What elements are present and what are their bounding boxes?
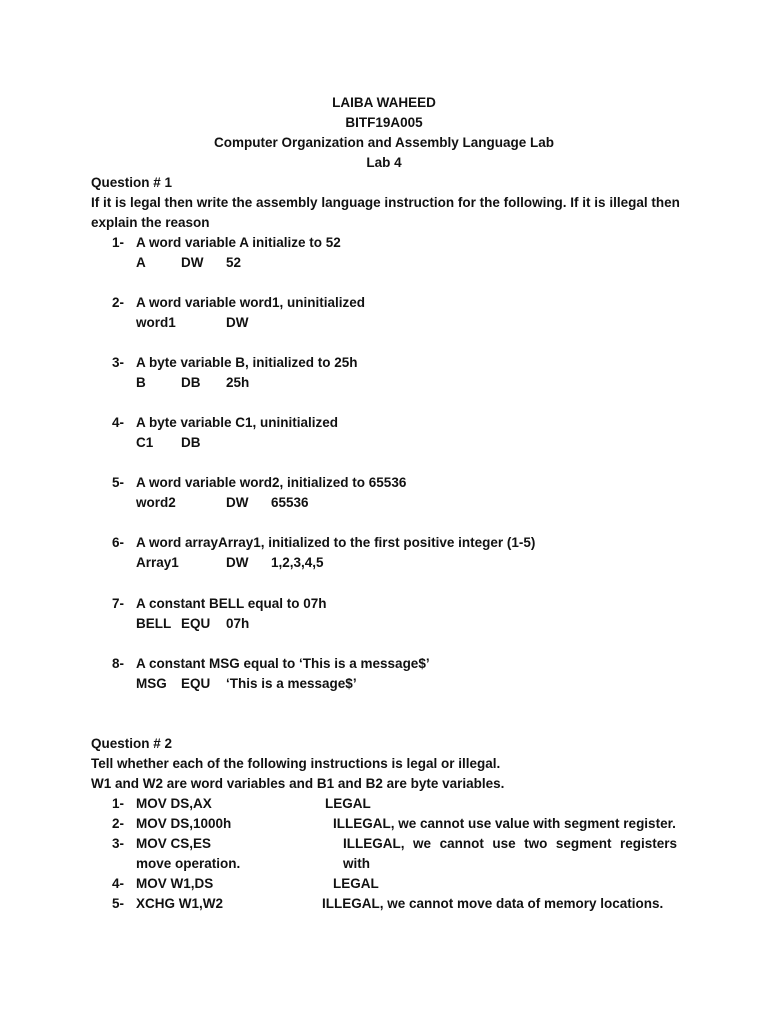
- q1-code-label: word2: [136, 495, 176, 510]
- course-title: Computer Organization and Assembly Language Lab: [213, 135, 555, 150]
- q1-code-value: 52: [226, 255, 242, 270]
- q1-code-directive: DB: [181, 375, 201, 390]
- q1-code-label: BELL: [136, 616, 172, 631]
- q1-code-value: 1,2,3,4,5: [271, 555, 324, 570]
- q2-item-number: 1-: [112, 796, 125, 811]
- q1-item-number: 6-: [112, 535, 125, 550]
- q2-answer-continuation: move operation.: [136, 856, 241, 871]
- q1-item-text: A word variable A initialize to 52: [136, 235, 341, 250]
- question-2-prompt-line-2: W1 and W2 are word variables and B1 and B2 are byte variables.: [91, 776, 505, 791]
- q1-code-directive: DW: [226, 495, 249, 510]
- question-2-prompt-line-1: Tell whether each of the following instructions is legal or illegal.: [91, 756, 501, 771]
- author-name: LAIBA WAHEED: [332, 95, 436, 110]
- q2-instruction: XCHG W1,W2: [136, 896, 224, 911]
- lab-number: Lab 4: [366, 155, 402, 170]
- question-1-heading: Question # 1: [91, 175, 173, 190]
- q1-item-number: 2-: [112, 295, 125, 310]
- q1-item-text: A constant MSG equal to ‘This is a message$’: [136, 656, 430, 671]
- q1-item-number: 7-: [112, 596, 125, 611]
- question-1-prompt-line-1: If it is legal then write the assembly language instruction for the following. If it is illegal then: [91, 195, 680, 210]
- q1-code-directive: DW: [226, 555, 249, 570]
- q1-code-label: C1: [136, 435, 154, 450]
- q1-item-number: 8-: [112, 656, 125, 671]
- q1-item-text: A constant BELL equal to 07h: [136, 596, 327, 611]
- q1-code-value: ‘This is a message$’: [226, 676, 357, 691]
- q1-code-label: word1: [136, 315, 176, 330]
- q1-code-directive: DB: [181, 435, 201, 450]
- q1-code-label: A: [136, 255, 146, 270]
- q2-answer: ILLEGAL, we cannot move data of memory locations.: [322, 896, 664, 911]
- q1-code-directive: EQU: [181, 616, 211, 631]
- q2-answer: LEGAL: [333, 876, 379, 891]
- q1-item-text: A byte variable C1, uninitialized: [136, 415, 339, 430]
- q1-item-number: 3-: [112, 355, 125, 370]
- q2-item-number: 5-: [112, 896, 125, 911]
- q2-instruction: MOV DS,1000h: [136, 816, 232, 831]
- q1-code-value: 25h: [226, 375, 250, 390]
- q1-code-directive: DW: [181, 255, 204, 270]
- q1-item-text: A word variable word1, uninitialized: [136, 295, 366, 310]
- q1-item-text: A byte variable B, initialized to 25h: [136, 355, 358, 370]
- q1-code-label: B: [136, 375, 146, 390]
- q1-item-text: A word variable word2, initialized to 65536: [136, 475, 407, 490]
- q2-answer: ILLEGAL, we cannot use two segment registers with: [343, 836, 677, 871]
- q1-code-label: MSG: [136, 676, 167, 691]
- q2-answer: ILLEGAL, we cannot use value with segment register.: [333, 816, 676, 831]
- roll-number: BITF19A005: [345, 115, 423, 130]
- q1-code-directive: EQU: [181, 676, 211, 691]
- question-2-heading: Question # 2: [91, 736, 173, 751]
- q2-answer: LEGAL: [325, 796, 371, 811]
- q2-instruction: MOV W1,DS: [136, 876, 214, 891]
- q1-code-value: 07h: [226, 616, 250, 631]
- q1-code-directive: DW: [226, 315, 249, 330]
- q1-code-label: Array1: [136, 555, 179, 570]
- q1-code-value: 65536: [271, 495, 309, 510]
- q2-item-number: 3-: [112, 836, 125, 851]
- question-1-prompt-line-2: explain the reason: [91, 215, 210, 230]
- q2-item-number: 4-: [112, 876, 125, 891]
- q1-item-number: 5-: [112, 475, 125, 490]
- q2-instruction: MOV CS,ES: [136, 836, 212, 851]
- q2-item-number: 2-: [112, 816, 125, 831]
- q1-item-text: A word arrayArray1, initialized to the first positive integer (1-5): [136, 535, 536, 550]
- q2-instruction: MOV DS,AX: [136, 796, 212, 811]
- q1-item-number: 4-: [112, 415, 125, 430]
- q1-item-number: 1-: [112, 235, 125, 250]
